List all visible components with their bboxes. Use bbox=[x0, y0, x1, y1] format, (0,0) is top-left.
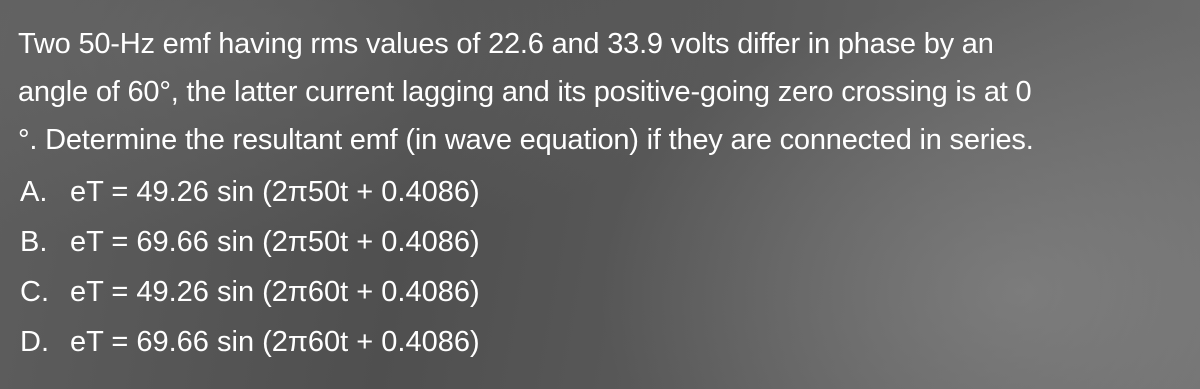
option-d[interactable] bbox=[20, 317, 720, 367]
option-text: eT = 69.66 sin (2π60t + 0.4086) bbox=[70, 326, 480, 358]
question-line-2: angle of 60°, the latter current lagging and its positive-going zero crossing is at 0 bbox=[18, 76, 1032, 108]
question-text bbox=[18, 20, 1190, 164]
option-b[interactable] bbox=[20, 217, 720, 267]
option-letter: C. bbox=[20, 276, 49, 308]
option-text: eT = 69.66 sin (2π50t + 0.4086) bbox=[70, 226, 480, 258]
question-line-1: Two 50-Hz emf having rms values of 22.6 and 33.9 volts differ in phase by an bbox=[18, 28, 994, 60]
answer-options bbox=[20, 167, 720, 367]
option-text: eT = 49.26 sin (2π60t + 0.4086) bbox=[70, 276, 480, 308]
option-c[interactable] bbox=[20, 267, 720, 317]
option-letter: A. bbox=[20, 176, 48, 208]
question-line-3: °. Determine the resultant emf (in wave equation) if they are connected in series. bbox=[18, 124, 1034, 156]
option-a[interactable] bbox=[20, 167, 720, 217]
option-text: eT = 49.26 sin (2π50t + 0.4086) bbox=[70, 176, 480, 208]
option-letter: D. bbox=[20, 326, 49, 358]
option-letter: B. bbox=[20, 226, 48, 258]
